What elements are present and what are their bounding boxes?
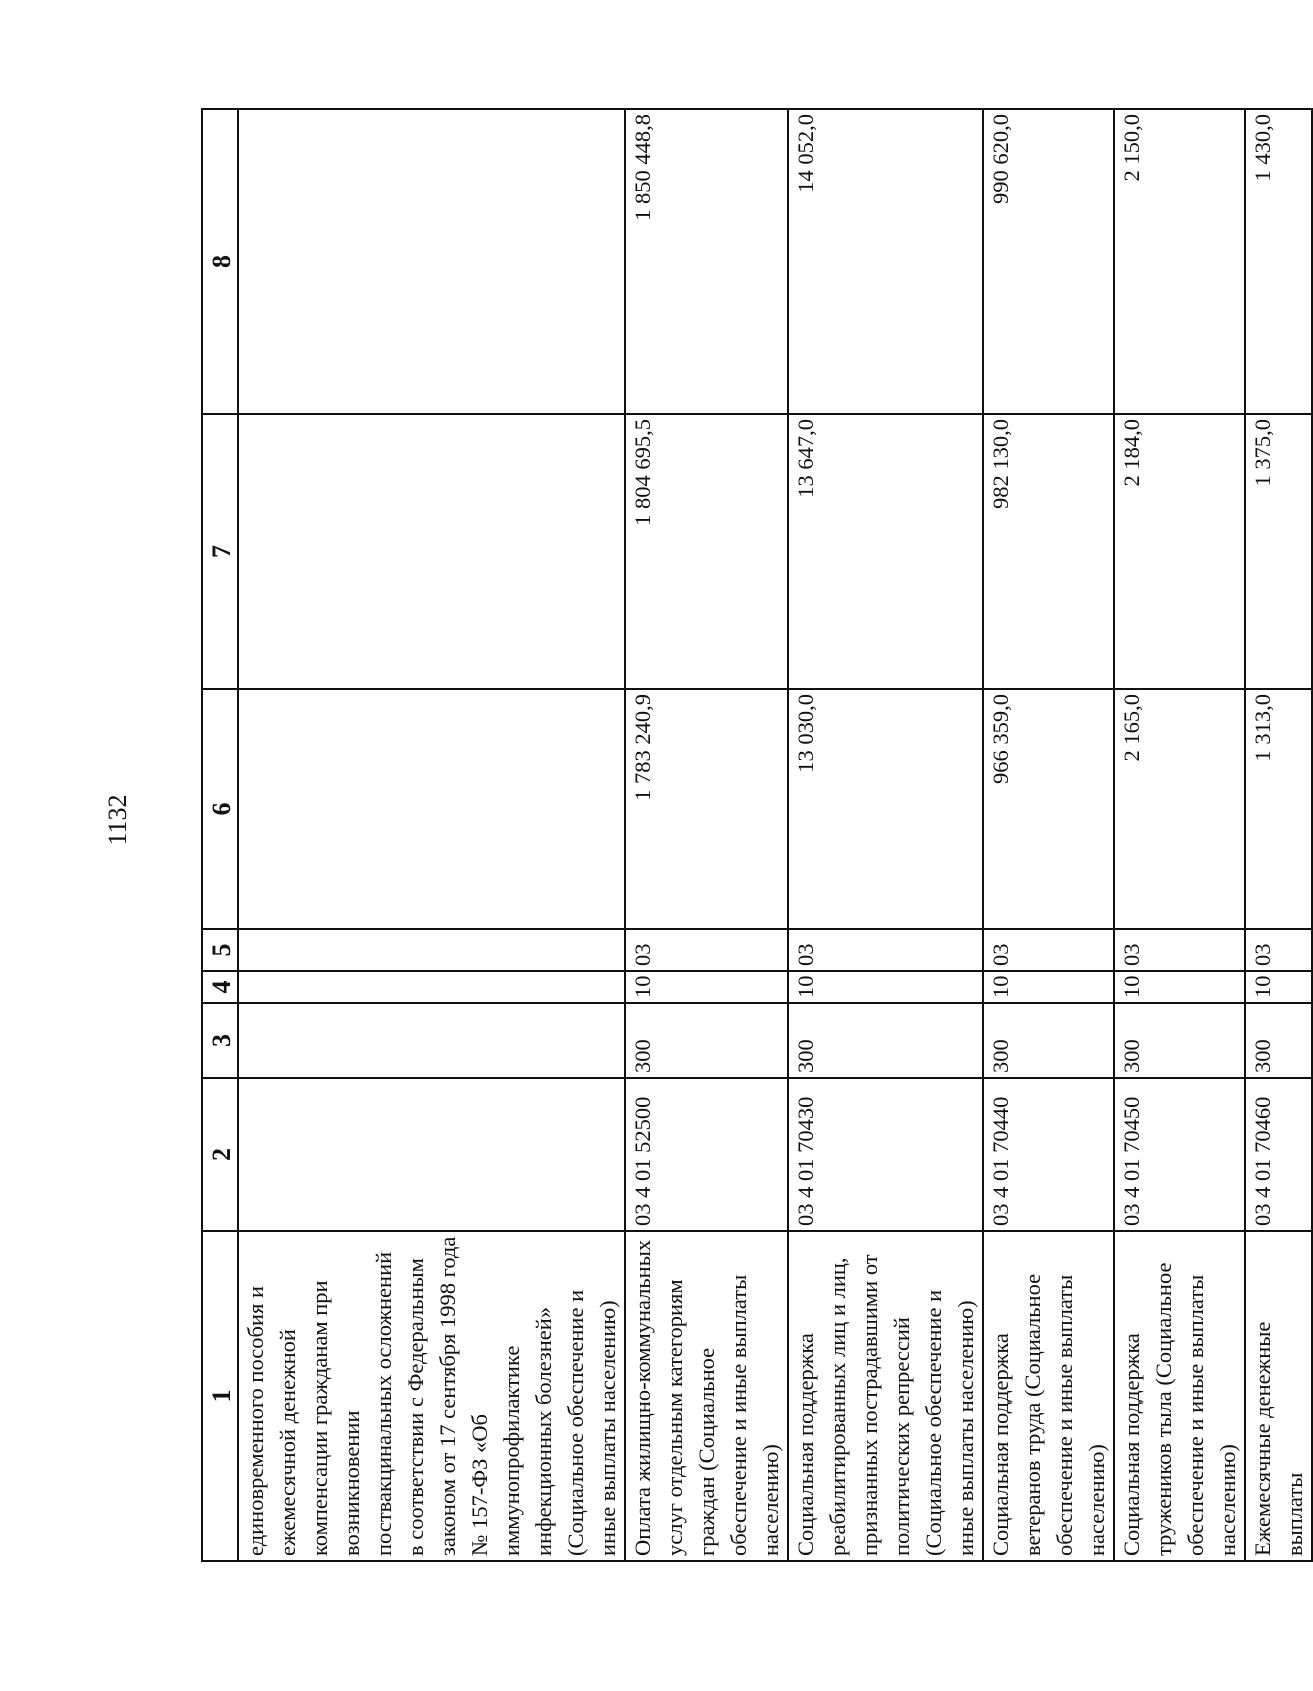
budget-table [201,108,1313,1562]
row-col-5: 03 [983,929,1114,971]
table-row [1245,109,1312,1561]
row-name: Социальная поддержка реабилитированных лиц и лиц, признанных пострадавшими от политических репрессий (Социальное обеспечение и иные выплаты населению) [788,1231,983,1561]
row-col-7: 13 647,0 [788,414,983,689]
row-col-4: 10 [625,971,788,1003]
row-col-6: 2 165,0 [1114,689,1245,929]
row-name: Оплата жилищно-коммунальных услуг отдельным категориям граждан (Социальное обеспечение и иные выплаты населению) [625,1231,788,1561]
row-col-4 [238,971,625,1003]
table-row [625,109,788,1561]
row-col-3: 300 [625,1003,788,1078]
row-code: 03 4 01 70460 [1245,1078,1312,1231]
row-col-8: 1 850 448,8 [625,109,788,414]
row-col-8: 990 620,0 [983,109,1114,414]
row-col-3 [238,1003,625,1078]
row-col-8: 2 150,0 [1114,109,1245,414]
row-name: Социальная поддержка тружеников тыла (Социальное обеспечение и иные выплаты населению) [1114,1231,1245,1561]
row-col-7: 1 375,0 [1245,414,1312,689]
header-col-1: 1 [202,1231,238,1561]
header-col-3: 3 [202,1003,238,1078]
table-row [238,109,625,1561]
row-col-3: 300 [1245,1003,1312,1078]
table-row [1114,109,1245,1561]
row-col-4: 10 [983,971,1114,1003]
row-col-8: 1 430,0 [1245,109,1312,414]
row-col-6: 966 359,0 [983,689,1114,929]
row-name: Социальная поддержка ветеранов труда (Социальное обеспечение и иные выплаты населению) [983,1231,1114,1561]
header-row [202,109,238,1561]
row-name: единовременного пособия и ежемесячной денежной компенсации гражданам при возникновении поствакцинальных осложнений в соответствии с Федеральным законом от 17 сентября 1998 года № 157-ФЗ «Об иммунопрофилактике инфекционных болезней» (Социальное обеспечение и иные выплаты населению) [238,1231,625,1561]
row-code: 03 4 01 70430 [788,1078,983,1231]
row-col-6: 1 783 240,9 [625,689,788,929]
row-col-4: 10 [788,971,983,1003]
row-col-5: 03 [1114,929,1245,971]
row-col-5: 03 [788,929,983,971]
row-col-7: 1 804 695,5 [625,414,788,689]
row-code: 03 4 01 70440 [983,1078,1114,1231]
row-col-8 [238,109,625,414]
header-col-2: 2 [202,1078,238,1231]
row-name: Ежемесячные денежные выплаты [1245,1231,1312,1561]
row-col-3: 300 [1114,1003,1245,1078]
header-col-4: 4 [202,971,238,1003]
row-col-7 [238,414,625,689]
budget-table-container [201,110,1307,1562]
row-col-5: 03 [625,929,788,971]
row-code: 03 4 01 52500 [625,1078,788,1231]
row-col-6: 13 030,0 [788,689,983,929]
row-col-7: 2 184,0 [1114,414,1245,689]
header-col-7: 7 [202,414,238,689]
row-col-6 [238,689,625,929]
row-code [238,1078,625,1231]
header-col-8: 8 [202,109,238,414]
row-col-5 [238,929,625,971]
rotated-table-frame [201,110,1307,1562]
row-col-8: 14 052,0 [788,109,983,414]
row-col-3: 300 [788,1003,983,1078]
row-col-3: 300 [983,1003,1114,1078]
row-col-4: 10 [1245,971,1312,1003]
page-number: 1132 [103,794,132,846]
header-col-5: 5 [202,929,238,971]
row-code: 03 4 01 70450 [1114,1078,1245,1231]
row-col-5: 03 [1245,929,1312,971]
table-row [788,109,983,1561]
header-col-6: 6 [202,689,238,929]
row-col-6: 1 313,0 [1245,689,1312,929]
row-col-4: 10 [1114,971,1245,1003]
table-row [983,109,1114,1561]
row-col-7: 982 130,0 [983,414,1114,689]
